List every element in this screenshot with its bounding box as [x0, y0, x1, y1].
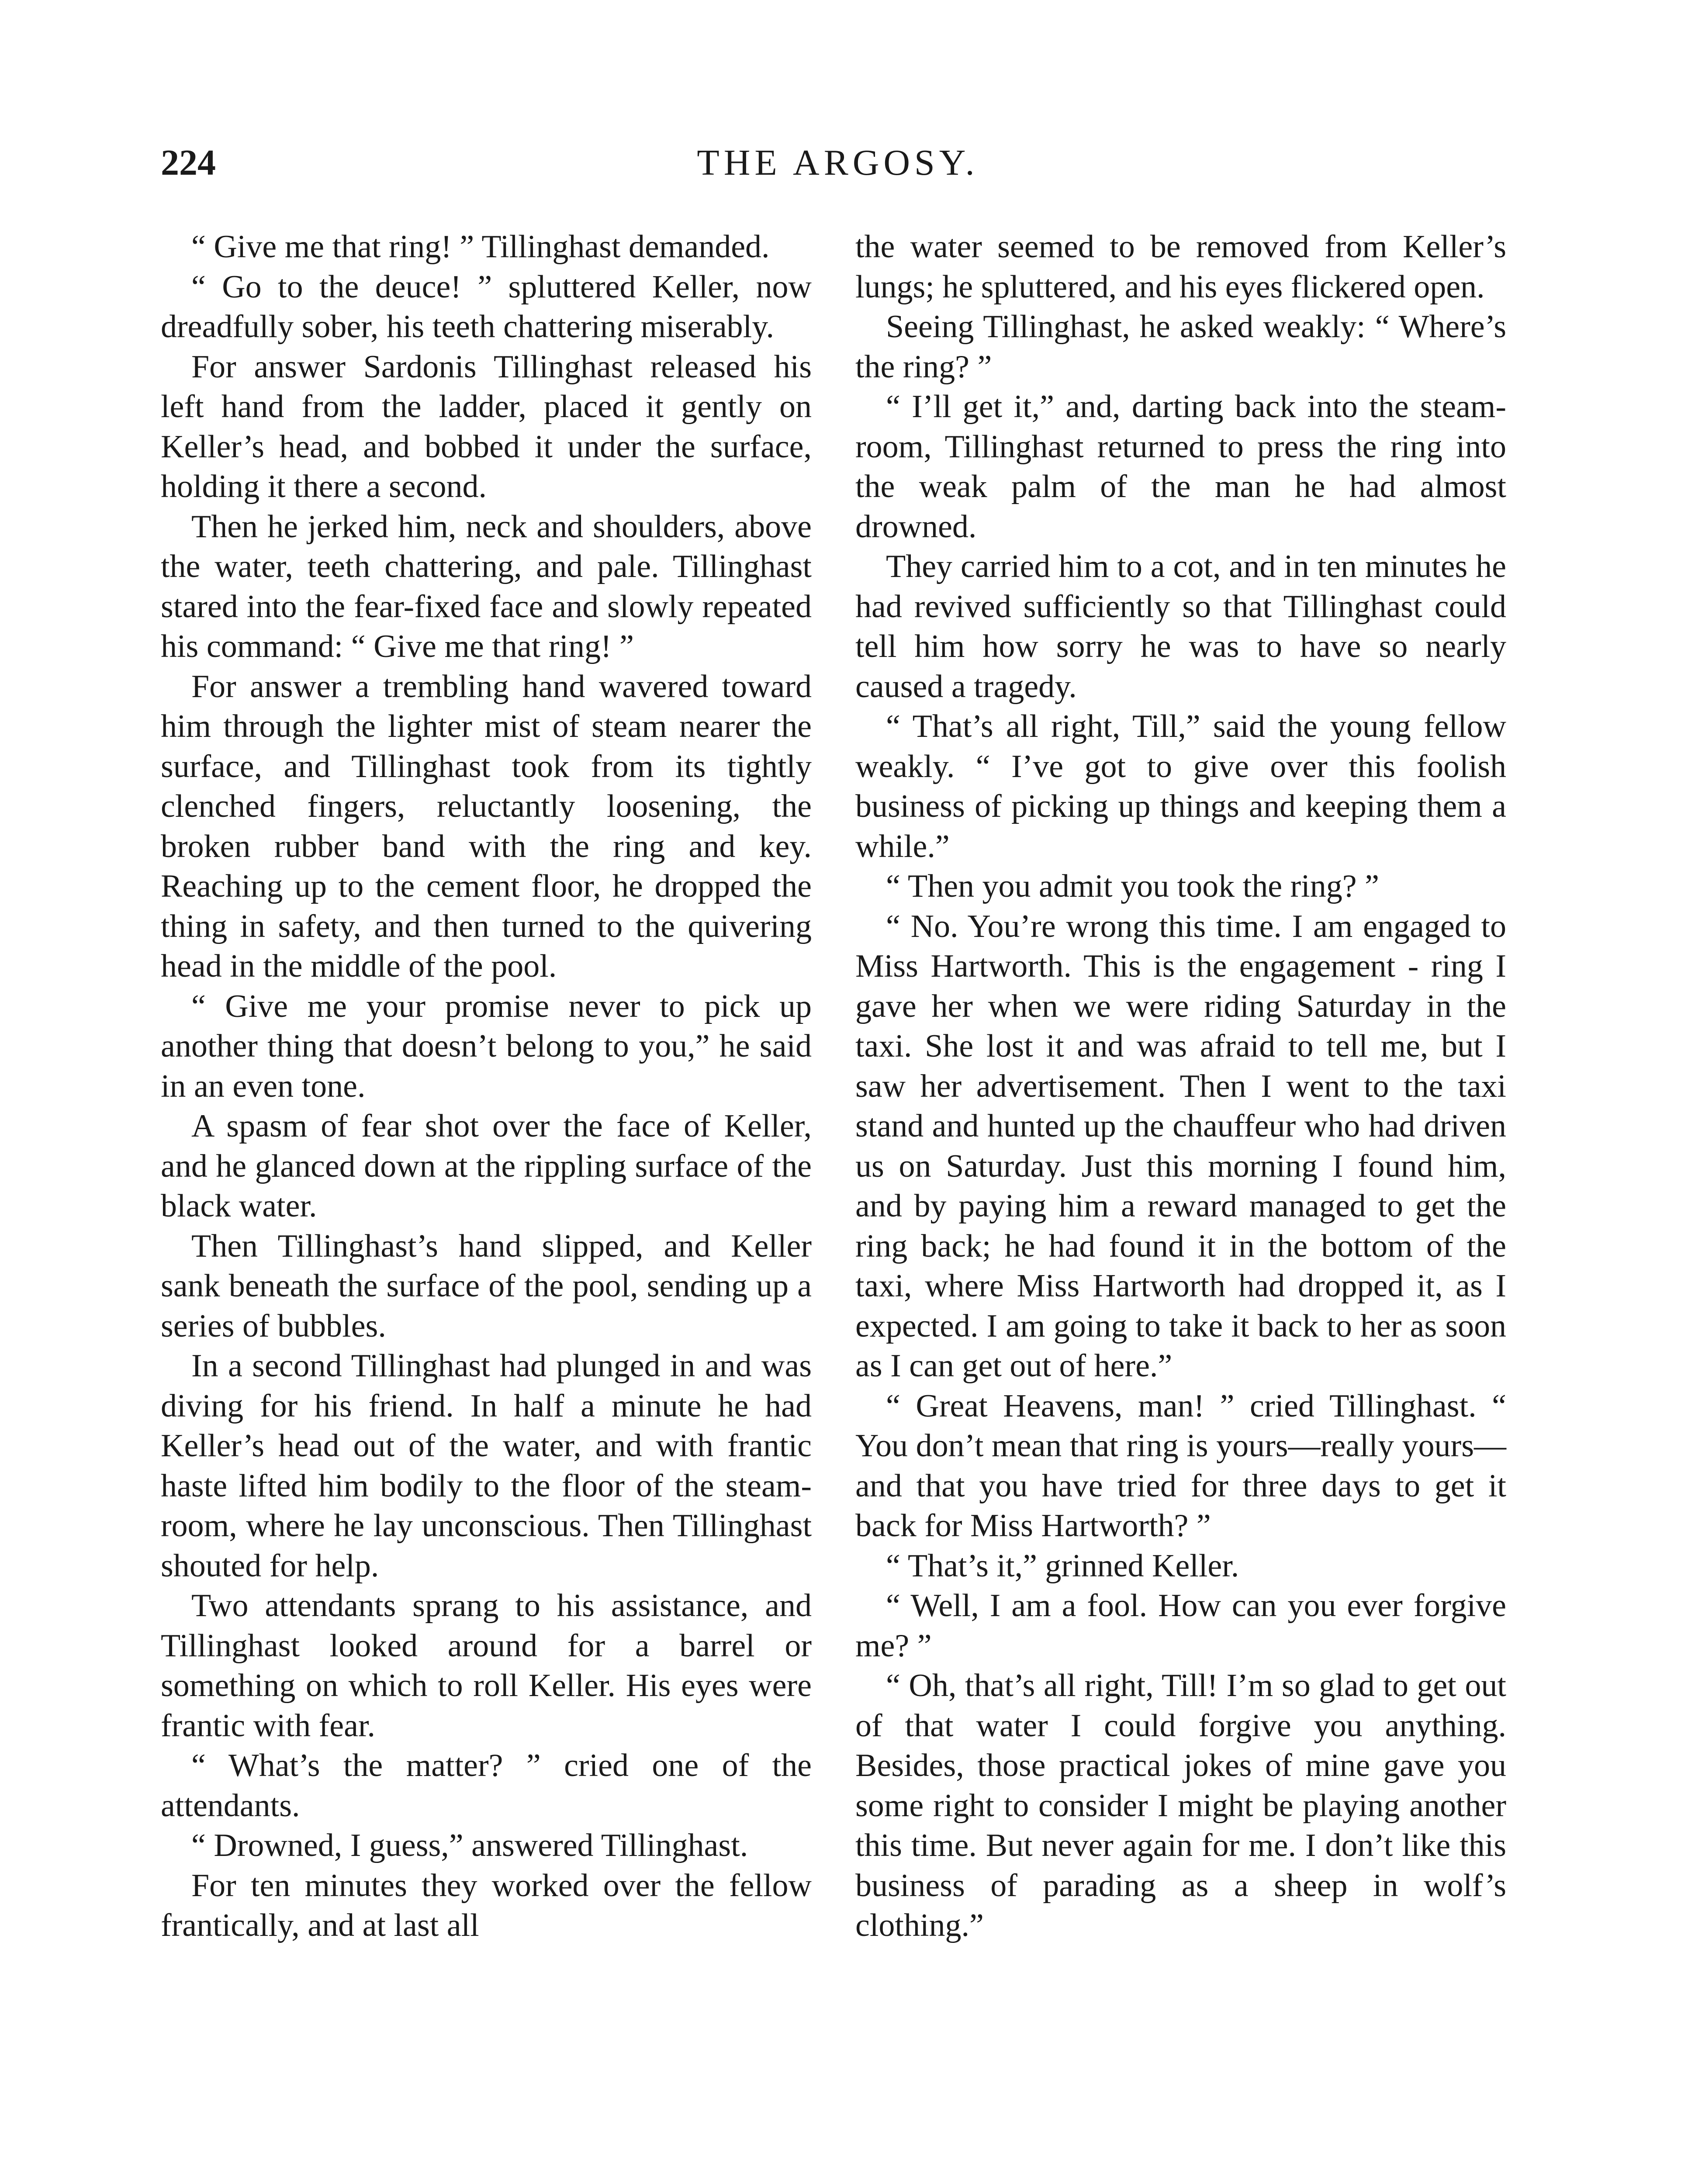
left-column: [161, 227, 812, 1946]
paragraph: “ I’ll get it,” and, darting back into the steam-room, Tillinghast returned to press the ring into the weak palm of the man he had almost drowned.: [855, 389, 1506, 545]
running-title: THE ARGOSY.: [697, 142, 979, 183]
paragraph: For answer Sardonis Tillinghast released his left hand from the ladder, placed it gently on Keller’s head, and bobbed it under the surface, holding it there a second.: [161, 349, 812, 505]
paragraph: “ Great Heavens, man! ” cried Tillinghast. “ You don’t mean that ring is yours—really yours—and that you have tried for three days to get it back for Miss Hartworth? ”: [855, 1388, 1506, 1544]
paragraph: In a second Tillinghast had plunged in and was diving for his friend. In half a minute he had Keller’s head out of the water, and with frantic haste lifted him bodily to the floor of the steam-room, where he lay unconscious. Then Tillinghast shouted for help.: [161, 1348, 812, 1584]
paragraph: For answer a trembling hand wavered toward him through the lighter mist of steam nearer the surface, and Tillinghast took from its tightly clenched fingers, reluctantly loosening, the broken rubber band with the ring and key. Reaching up to the cement floor, he dropped the thing in safety, and then turned to the quivering head in the middle of the pool.: [161, 668, 812, 984]
paragraph: Two attendants sprang to his assistance, and Tillinghast looked around for a barrel or something on which to roll Keller. His eyes were frantic with fear.: [161, 1588, 812, 1744]
paragraph: “ Give me your promise never to pick up another thing that doesn’t belong to you,” he said in an even tone.: [161, 988, 812, 1104]
paragraph: “ That’s all right, Till,” said the young fellow weakly. “ I’ve got to give over this foolish business of picking up things and keeping them a while.”: [855, 708, 1506, 864]
right-column: [855, 227, 1506, 1946]
paragraph: Then he jerked him, neck and shoulders, above the water, teeth chattering, and pale. Tillinghast stared into the fear-fixed face and slowly repeated his command: “ Give me that ring! ”: [161, 508, 812, 664]
page-number: 224: [161, 142, 216, 183]
paragraph: “ Drowned, I guess,” answered Tillinghast.: [191, 1828, 748, 1863]
paragraph: A spasm of fear shot over the face of Keller, and he glanced down at the rippling surface of the black water.: [161, 1108, 812, 1224]
paragraph: “ No. You’re wrong this time. I am engaged to Miss Hartworth. This is the engagement - ring I gave her when we were riding Saturday in the taxi. She lost it and was afraid to tell me, but I saw her advertisement. Then I went to the taxi stand and hunted up the chauffeur who had driven us on Saturday. Just this morning I found him, and by paying him a reward managed to get the ring back; he had found it in the bottom of the taxi, where Miss Hartworth had dropped it, as I expected. I am going to take it back to her as soon as I can get out of here.”: [855, 908, 1506, 1384]
paragraph: Seeing Tillinghast, he asked weakly: “ Where’s the ring? ”: [855, 309, 1506, 385]
paragraph: “ Go to the deuce! ” spluttered Keller, now dreadfully sober, his teeth chattering miserably.: [161, 269, 812, 345]
paragraph: “ Then you admit you took the ring? ”: [886, 868, 1379, 904]
paragraph: “ Give me that ring! ” Tillinghast demanded.: [191, 229, 770, 265]
paragraph: For ten minutes they worked over the fellow frantically, and at last all: [161, 1867, 812, 1943]
paragraph: “ That’s it,” grinned Keller.: [886, 1548, 1239, 1584]
paragraph: “ Well, I am a fool. How can you ever forgive me? ”: [855, 1588, 1506, 1664]
paragraph: Then Tillinghast’s hand slipped, and Keller sank beneath the surface of the pool, sending up a series of bubbles.: [161, 1228, 812, 1344]
paragraph: “ What’s the matter? ” cried one of the attendants.: [161, 1748, 812, 1824]
paragraph: “ Oh, that’s all right, Till! I’m so glad to get out of that water I could forgive you anything. Besides, those practical jokes of mine gave you some right to consider I might be playing another this time. But never again for me. I don’t like this business of parading as a sheep in wolf’s clothing.”: [855, 1668, 1506, 1943]
paragraph: They carried him to a cot, and in ten minutes he had revived sufficiently so that Tillinghast could tell him how sorry he was to have so nearly caused a tragedy.: [855, 549, 1506, 705]
page-header: [161, 139, 1515, 187]
paragraph: the water seemed to be removed from Keller’s lungs; he spluttered, and his eyes flickered open.: [855, 229, 1506, 305]
